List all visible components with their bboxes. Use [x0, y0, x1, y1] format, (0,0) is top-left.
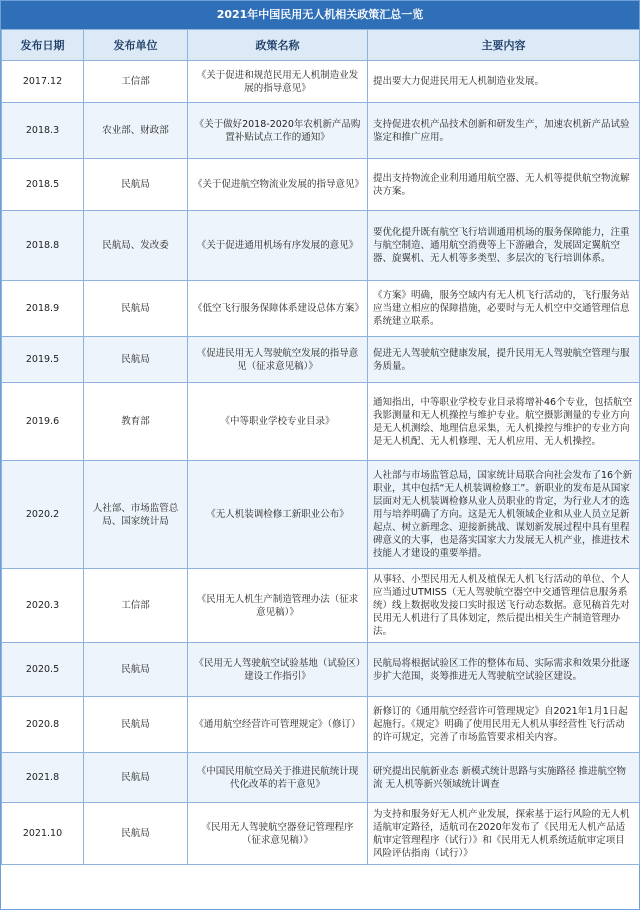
cell-content: 通知指出，中等职业学校专业目录将增补46个专业，包括航空我影测量和无人机操控与维护专业。航空摄影测量的专业方向是无人机测绘、地理信息采集，无人机操控与维护的专业方向是无人机配、无人机修理、无人机应用、无人机操控。 [368, 383, 640, 461]
cell-unit: 工信部 [84, 61, 188, 103]
cell-policy-name: 《低空飞行服务保障体系建设总体方案》 [188, 281, 368, 337]
cell-policy-name: 《中国民用航空局关于推进民航统计现代化改革的若干意见》 [188, 753, 368, 803]
cell-unit: 民航局 [84, 159, 188, 211]
cell-unit: 工信部 [84, 569, 188, 643]
cell-policy-name: 《民用无人驾驶航空试验基地（试验区）建设工作指引》 [188, 643, 368, 697]
table-row [2, 211, 640, 281]
table-row [2, 569, 640, 643]
table-row [2, 803, 640, 865]
cell-content: 提出支持物流企业利用通用航空器、无人机等提供航空物流解决方案。 [368, 159, 640, 211]
cell-date: 2021.8 [2, 753, 84, 803]
cell-policy-name: 《民用无人驾驶航空器登记管理程序（征求意见稿）》 [188, 803, 368, 865]
cell-content: 提出要大力促进民用无人机制造业发展。 [368, 61, 640, 103]
cell-date: 2017.12 [2, 61, 84, 103]
cell-policy-name: 《通用航空经营许可管理规定》（修订） [188, 697, 368, 753]
cell-content: 新修订的《通用航空经营许可管理规定》自2021年1月1日起起施行。《规定》明确了使用民用无人机从事经营性飞行活动的许可规定，完善了市场监管要求相关内容。 [368, 697, 640, 753]
cell-policy-name: 《关于促进通用机场有序发展的意见》 [188, 211, 368, 281]
table-row [2, 61, 640, 103]
table-title: 2021年中国民用无人机相关政策汇总一览 [1, 1, 639, 29]
cell-policy-name: 《关于促进和规范民用无人机制造业发展的指导意见》 [188, 61, 368, 103]
table-row [2, 643, 640, 697]
table-row [2, 753, 640, 803]
cell-unit: 民航局 [84, 803, 188, 865]
table-row [2, 103, 640, 159]
cell-date: 2020.8 [2, 697, 84, 753]
cell-date: 2020.3 [2, 569, 84, 643]
cell-unit: 农业部、财政部 [84, 103, 188, 159]
cell-unit: 民航局 [84, 697, 188, 753]
cell-content: 民航局将根据试验区工作的整体布局、实际需求和效果分批逐步扩大范围，炎筹推进无人驾驶航空试验区建设。 [368, 643, 640, 697]
cell-content: 研究提出民航新业态 新模式统计思路与实施路径 推进航空物流 无人机等新兴领域统计调查 [368, 753, 640, 803]
table-row [2, 337, 640, 383]
cell-unit: 民航局 [84, 643, 188, 697]
cell-content: 人社部与市场监管总局，国家统计局联合向社会发布了16个新职业，其中包括“无人机装调检修工”。新职业的发布是从国家层面对无人机装调检修从业人员职业的肯定，为行业人才的选用与培养明确了方向。这是无人机领域企业和从业人员立足新起点、树立新理念、迎接新挑战、谋划新发展过程中具有里程碑意义的大事，也是落实国家大力发展无人机产业，推进技术技能人才建设的重要举措。 [368, 461, 640, 569]
cell-policy-name: 《民用无人机生产制造管理办法（征求意见稿）》 [188, 569, 368, 643]
cell-unit: 民航局、发改委 [84, 211, 188, 281]
header-row [2, 30, 640, 61]
cell-date: 2018.8 [2, 211, 84, 281]
header-content: 主要内容 [368, 30, 640, 61]
header-unit: 发布单位 [84, 30, 188, 61]
cell-date: 2021.10 [2, 803, 84, 865]
cell-policy-name: 《促进民用无人驾驶航空发展的指导意见（征求意见稿）》 [188, 337, 368, 383]
cell-unit: 民航局 [84, 337, 188, 383]
cell-date: 2019.6 [2, 383, 84, 461]
table-row [2, 697, 640, 753]
cell-date: 2019.5 [2, 337, 84, 383]
cell-date: 2018.5 [2, 159, 84, 211]
table-row [2, 461, 640, 569]
cell-date: 2018.3 [2, 103, 84, 159]
cell-policy-name: 《无人机装调检修工新职业公布》 [188, 461, 368, 569]
cell-content: 《方案》明确，服务空域内有无人机飞行活动的，飞行服务站应当建立相应的保障措施，必要时与无人机空中交通管理信息系统建立联系。 [368, 281, 640, 337]
cell-policy-name: 《关于做好2018-2020年农机新产品购置补贴试点工作的通知》 [188, 103, 368, 159]
policy-table [1, 29, 640, 865]
cell-content: 要优化提升既有航空飞行培训通用机场的服务保障能力，注重与航空制造、通用航空消费等上下游融合，发展固定翼航空器、旋翼机、无人机等多类型、多层次的飞行培训体系。 [368, 211, 640, 281]
cell-content: 支持促进农机产品技术创新和研发生产，加速农机新产品试验鉴定和推广应用。 [368, 103, 640, 159]
cell-content: 从事轻、小型民用无人机及植保无人机飞行活动的单位、个人应当通过UTMISS（无人驾驶航空器空中交通管理信息服务系统）线上数据收发接口实时报送飞行动态数据。意见稿首先对民用无人机进行了具体划定，然后提出相关生产制造管理办法。 [368, 569, 640, 643]
cell-policy-name: 《关于促进航空物流业发展的指导意见》 [188, 159, 368, 211]
header-name: 政策名称 [188, 30, 368, 61]
header-date: 发布日期 [2, 30, 84, 61]
cell-unit: 民航局 [84, 753, 188, 803]
cell-content: 为支持和服务好无人机产业发展，探索基于运行风险的无人机适航审定路径，适航司在2020年发布了《民用无人机产品适航审定管理程序（试行）》和《民用无人机系统适航审定项目风险评估指南（试行）》 [368, 803, 640, 865]
cell-policy-name: 《中等职业学校专业目录》 [188, 383, 368, 461]
table-row [2, 281, 640, 337]
table-row [2, 159, 640, 211]
cell-content: 促进无人驾驶航空健康发展，提升民用无人驾驶航空管理与服务质量。 [368, 337, 640, 383]
cell-unit: 民航局 [84, 281, 188, 337]
cell-date: 2020.5 [2, 643, 84, 697]
cell-unit: 教育部 [84, 383, 188, 461]
cell-date: 2020.2 [2, 461, 84, 569]
cell-unit: 人社部、市场监管总局、国家统计局 [84, 461, 188, 569]
table-row [2, 383, 640, 461]
cell-date: 2018.9 [2, 281, 84, 337]
